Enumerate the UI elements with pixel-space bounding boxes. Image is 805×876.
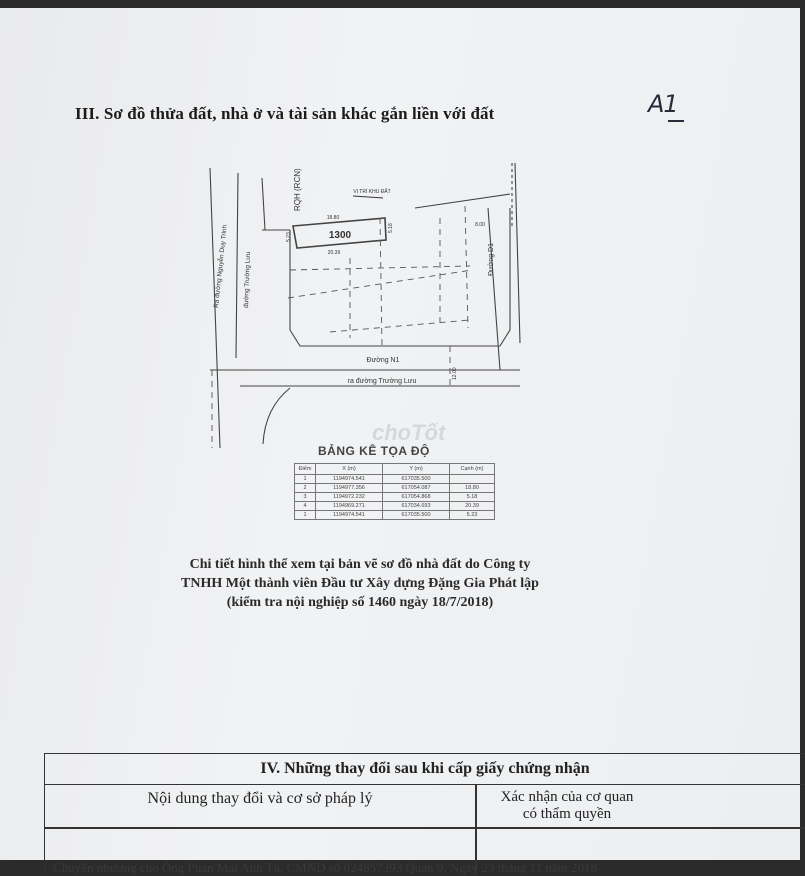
table-cell: 617034.693 xyxy=(383,502,450,511)
table-cell: 1194974.541 xyxy=(316,475,383,484)
table-row xyxy=(295,502,495,511)
table-cell: 1194974.541 xyxy=(316,511,383,520)
table-cell: 617035.500 xyxy=(383,475,450,484)
table-cell: 18.80 xyxy=(450,484,495,493)
header-edge: Cạnh (m) xyxy=(450,464,495,475)
table-cell: 1 xyxy=(295,511,316,520)
certificate-page xyxy=(0,8,800,875)
dim-top-label: 18.80 xyxy=(326,215,340,221)
dim-right-label: 5.18 xyxy=(388,223,394,233)
rqh-label: RQH (RCN) xyxy=(293,168,302,211)
street-d1-label: Đường D1 xyxy=(488,242,495,276)
lot-number-label: 1300 xyxy=(328,230,352,241)
street-bottom-label: ra đường Trường Lưu xyxy=(347,378,417,385)
table-cell: 617054.087 xyxy=(383,484,450,493)
street-nguyen-duy-trinh-label: Ra đường Nguyễn Duy Trinh xyxy=(213,224,229,309)
table-row xyxy=(295,493,495,502)
authority-header-line-2: có thẩm quyền xyxy=(522,806,612,822)
chotot-watermark: choTốt xyxy=(372,420,446,445)
note-line-2: TNHH Một thành viên Đầu tư Xây dựng Đặng Gia Phát lập xyxy=(181,576,539,591)
table-row xyxy=(295,511,495,520)
coordinate-table-title: BẢNG KÊ TỌA ĐỘ xyxy=(318,444,430,458)
street-truong-luu-label: đường Trường Lưu xyxy=(243,251,252,309)
table-cell: 1194977.356 xyxy=(316,484,383,493)
section-3-heading: III. Sơ đồ thửa đất, nhà ở và tài sản khác gắn liền với đất xyxy=(75,104,495,123)
section-4-table xyxy=(44,753,805,874)
authority-header-line-1: Xác nhận của cơ quan xyxy=(500,789,634,805)
dim-d1-label: 8.00 xyxy=(475,222,485,228)
table-cell: 3 xyxy=(295,493,316,502)
header-y: Y (m) xyxy=(383,464,450,475)
table-cell: 5.18 xyxy=(450,493,495,502)
dim-left-label: 5.23 xyxy=(286,232,292,242)
table-cell: 4 xyxy=(295,502,316,511)
table-cell: 1194972.232 xyxy=(316,493,383,502)
authority-confirmation-header xyxy=(477,789,657,823)
row-divider xyxy=(45,827,805,829)
table-cell xyxy=(450,475,495,484)
header-point: Điểm xyxy=(295,464,316,475)
street-n1-label: Đường N1 xyxy=(366,357,400,364)
change-entry-partial: Chuyển nhượng cho Ông Phan Mai Anh Tú, CMND số 024857393 Quận 9, Ngày 23 tháng 11 năm 2018 xyxy=(53,860,598,875)
header-x: X (m) xyxy=(316,464,383,475)
change-content-header: Nội dung thay đổi và cơ sở pháp lý xyxy=(147,790,373,807)
table-row xyxy=(295,475,495,484)
table-cell: 20.39 xyxy=(450,502,495,511)
handwritten-mark: A1 xyxy=(648,90,678,118)
section-4-heading: IV. Những thay đổi sau khi cấp giấy chứng nhận xyxy=(45,754,805,785)
table-cell: 1194969.271 xyxy=(316,502,383,511)
road-left-edge-2 xyxy=(236,173,238,358)
location-label: VỊ TRÍ KHU ĐẤT xyxy=(353,189,391,195)
table-cell: 2 xyxy=(295,484,316,493)
table-cell: 1 xyxy=(295,475,316,484)
table-cell: 5.23 xyxy=(450,511,495,520)
dim-n1-label: 12.00 xyxy=(452,367,458,380)
note-line-1: Chi tiết hình thể xem tại bản vẽ sơ đồ nhà đất do Công ty xyxy=(189,557,531,572)
table-cell: 617035.500 xyxy=(383,511,450,520)
drawing-source-note xyxy=(160,555,560,612)
coordinate-table-header xyxy=(295,464,495,475)
dim-bottom-label: 20.39 xyxy=(327,250,341,256)
table-row xyxy=(295,484,495,493)
table-cell: 617054.868 xyxy=(383,493,450,502)
note-line-3: (kiểm tra nội nghiệp số 1460 ngày 18/7/2018) xyxy=(226,595,494,610)
coordinate-table xyxy=(294,463,495,520)
